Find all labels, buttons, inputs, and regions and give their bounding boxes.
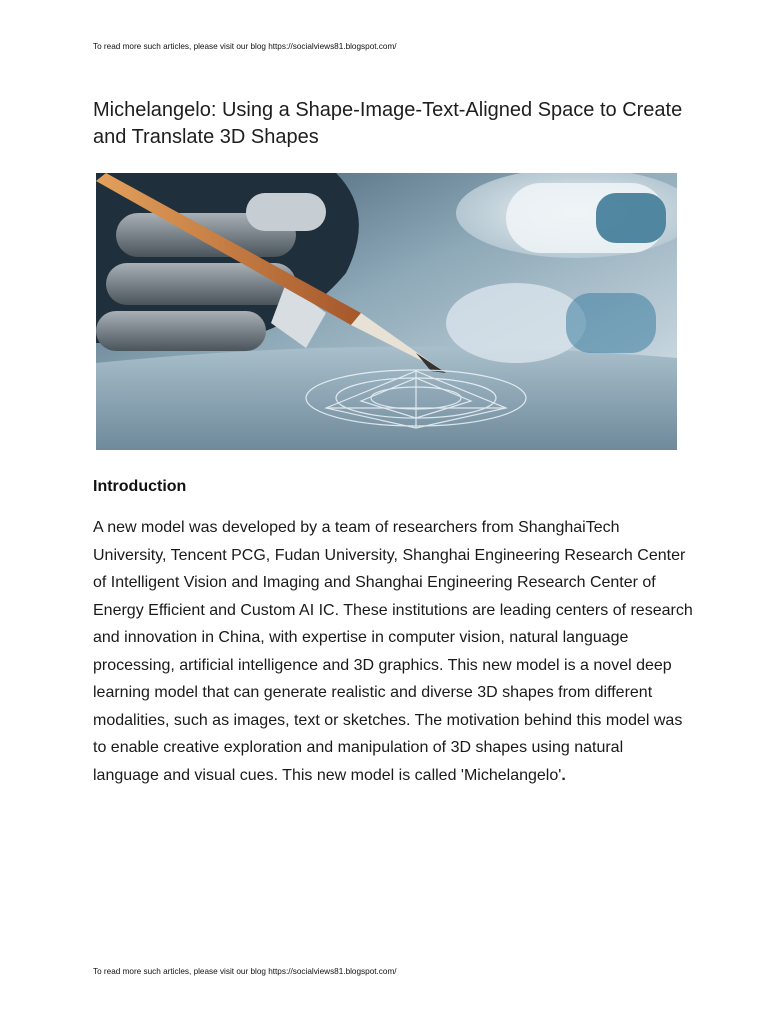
page-title: Michelangelo: Using a Shape-Image-Text-Aligned Space to Create and Translate 3D Shapes	[93, 99, 683, 148]
paragraph-text: A new model was developed by a team of researchers from ShanghaiTech University, Tencent PCG, Fudan University, Shanghai Engineering Research Center of Intelligent Vision and Imaging and Shanghai Engineering Research Center of Energy Efficient and Custom AI IC. These institutions are leading centers of research and innovation in China, with expertise in computer vision, natural language processing, artificial intelligence and 3D graphics. This new model is a novel deep learning model that can generate realistic and diverse 3D shapes from different modalities, such as images, text or sketches. The motivation behind this model was to enable creative exploration and manipulation of 3D shapes using natural language and visual cues. This new model is called 'Michelangelo'	[93, 519, 693, 784]
section-heading-introduction: Introduction	[93, 478, 187, 495]
robot-hand-drawing-icon	[96, 173, 677, 450]
footer-blog-note: To read more such articles, please visit our blog https://socialviews81.blogspot.com/	[93, 967, 397, 976]
hero-image	[96, 173, 677, 450]
introduction-paragraph	[93, 514, 693, 789]
paragraph-trailing-period: .	[561, 766, 566, 784]
header-blog-note: To read more such articles, please visit our blog https://socialviews81.blogspot.com/	[93, 42, 397, 51]
